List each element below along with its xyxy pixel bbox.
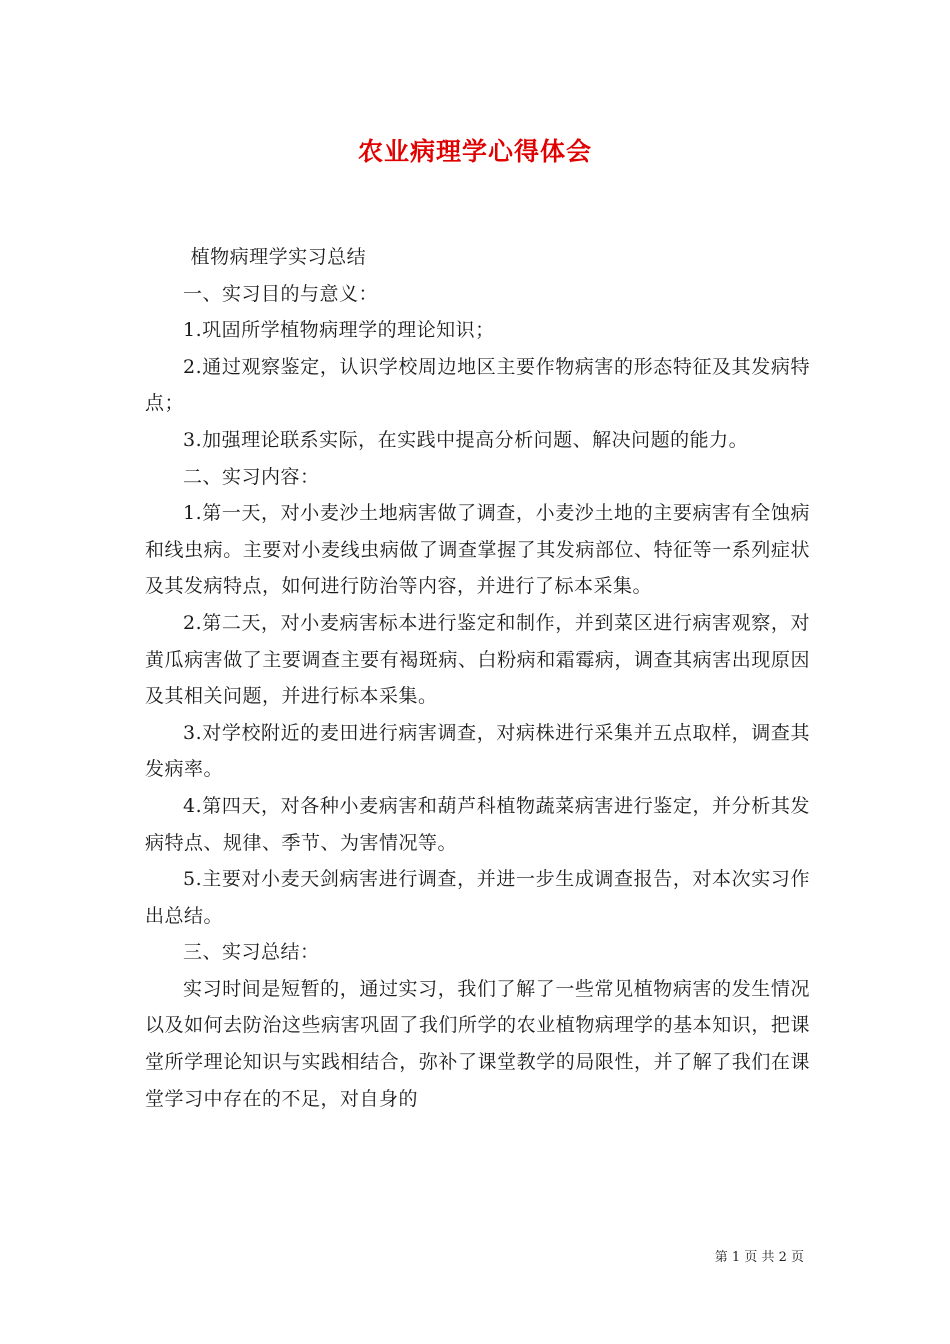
paragraph: 2.通过观察鉴定，认识学校周边地区主要作物病害的形态特征及其发病特点； <box>145 355 810 415</box>
document-body <box>145 239 810 1117</box>
paragraph: 实习时间是短暂的，通过实习，我们了解了一些常见植物病害的发生情况以及如何去防治这些病害巩固了我们所学的农业植物病理学的基本知识，把课堂所学理论知识与实践相结合，弥补了课堂教学的局限性，并了解了我们在课堂学习中存在的不足，对自身的 <box>145 977 810 1110</box>
document-title: 农业病理学心得体会 <box>357 137 592 166</box>
paragraph: 3.加强理论联系实际，在实践中提高分析问题、解决问题的能力。 <box>183 428 749 451</box>
paragraph: 5.主要对小麦天剑病害进行调查，并进一步生成调查报告，对本次实习作出总结。 <box>145 868 810 927</box>
paragraph: 2.第二天，对小麦病害标本进行鉴定和制作，并到菜区进行病害观察，对黄瓜病害做了主要调查主要有褐斑病、白粉病和霜霉病，调查其病害出现原因及其相关问题，并进行标本采集。 <box>145 611 810 708</box>
section-heading-2: 二、实习内容： <box>183 465 320 488</box>
paragraph: 4.第四天，对各种小麦病害和葫芦科植物蔬菜病害进行鉴定，并分析其发病特点、规律、季节、为害情况等。 <box>145 794 810 854</box>
paragraph-heading: 植物病理学实习总结 <box>190 246 367 268</box>
paragraph: 1.第一天，对小麦沙土地病害做了调查，小麦沙土地的主要病害有全蚀病和线虫病。主要对小麦线虫病做了调查掌握了其发病部位、特征等一系列症状及其发病特点，如何进行防治等内容，并进行了标本采集。 <box>145 502 810 598</box>
page-number: 第 1 页 共 2 页 <box>714 1250 804 1265</box>
paragraph: 3.对学校附近的麦田进行病害调查，对病株进行采集并五点取样，调查其发病率。 <box>145 721 810 781</box>
section-heading-1: 一、实习目的与意义： <box>183 282 379 305</box>
paragraph: 1.巩固所学植物病理学的理论知识； <box>183 319 495 342</box>
section-heading-3: 三、实习总结： <box>183 941 320 964</box>
